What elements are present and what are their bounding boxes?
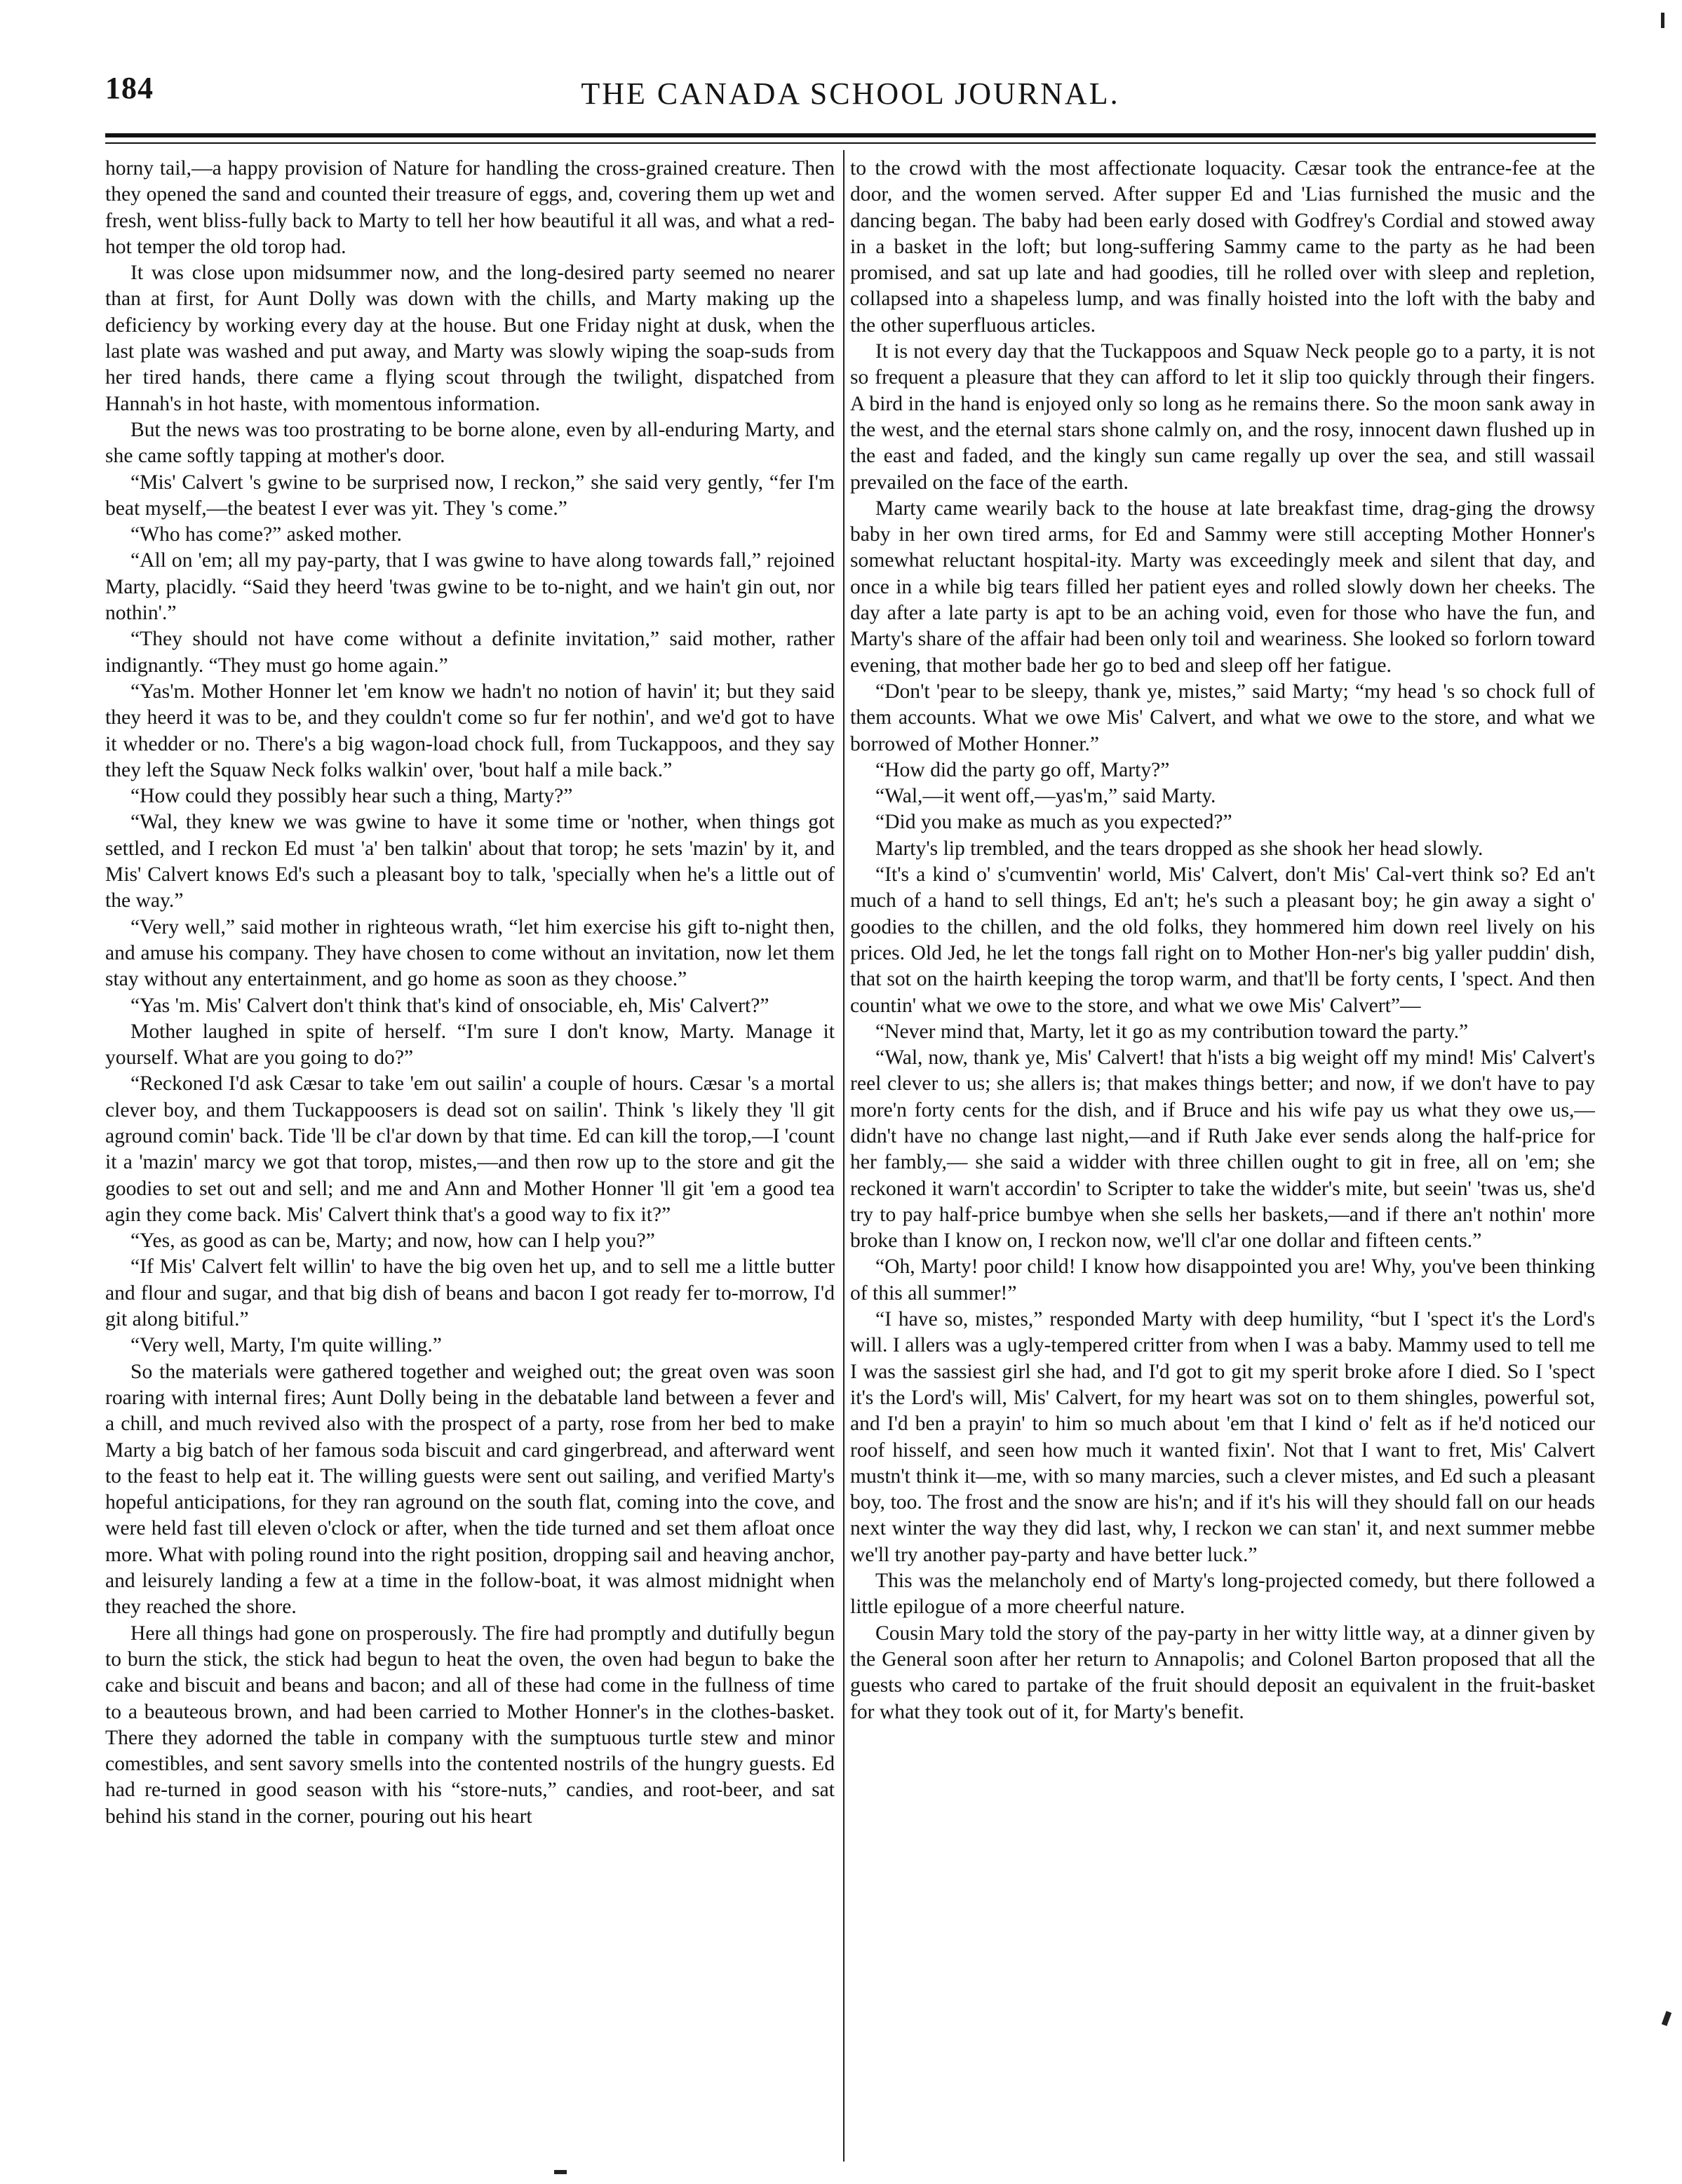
paragraph: “It's a kind o' s'cumventin' world, Mis' Calvert, don't Mis' Cal-vert think so? Ed an't much of a hand to sell things, Ed an't; he's such a pleasant boy; he gin away a sight o' goodies to the chillen, and the old folks, they hommered him down reel lively on his prices. Old Jed, he let the tongs fall right on to Mother Hon-ner's big yaller puddin' dish, that sot on the hairth keeping the torop warm, and that'll be forty cents, I 'spect. And then countin' what we owe to the store, and what we owe Mis' Calvert”—	[850, 863, 1595, 1017]
paragraph: So the materials were gathered together and weighed out; the great oven was soon roaring with internal fires; Aunt Dolly being in the debatable land between a fever and a chill, and much revived also with the prospect of a party, rose from her bed to make Marty a big batch of her famous soda biscuit and card gingerbread, and afterward went to the feast to help eat it. The willing guests were sent out sailing, and verified Marty's hopeful anticipations, for they ran aground on the south flat, coming into the cove, and were held fast till eleven o'clock or after, when the tide turned and set them afloat once more. What with poling round into the right position, dropping sail and heaving anchor, and leisurely landing a few at a time in the follow-boat, it was almost midnight when they reached the shore.	[105, 1360, 835, 1619]
paragraph: “Never mind that, Marty, let it go as my contribution toward the party.”	[875, 1020, 1469, 1043]
paragraph: “Mis' Calvert 's gwine to be surprised now, I reckon,” she said very gently, “fer I'm beat myself,—the beatest I ever was yit. They 's come.”	[105, 471, 835, 520]
paragraph: Mother laughed in spite of herself. “I'm sure I don't know, Marty. Manage it yourself. What are you going to do?”	[105, 1020, 835, 1070]
left-column	[105, 156, 835, 2163]
paragraph: “Very well, Marty, I'm quite willing.”	[130, 1334, 442, 1357]
margin-mark	[554, 2170, 567, 2174]
paragraph: “Wal, they knew we was gwine to have it some time or 'nother, when things got settled, and I reckon Ed must 'a' ben talkin' about that torop; he sets 'mazin' by it, and Mis' Calvert knows Ed's such a pleasant boy to talk, 'specially when he's a little out of the way.”	[105, 811, 835, 912]
paragraph: “They should not have come without a definite invitation,” said mother, rather indignantly. “They must go home again.”	[105, 628, 835, 677]
journal-title: THE CANADA SCHOOL JOURNAL.	[581, 76, 1120, 111]
margin-mark	[1661, 13, 1664, 28]
paragraph: “I have so, mistes,” responded Marty with deep humility, “but I 'spect it's the Lord's will. I allers was a ugly-tempered critter from when I was a baby. Mammy used to tell me I was the sassiest girl she had, and I'd got to git my sperit broke afore I died. So I 'spect it's the Lord's will, Mis' Calvert, for my heart was sot on to them shingles, powerful sot, and I'd ben a prayin' to him so much about 'em that I kind o' felt as if he'd noticed our roof hisself, and seen how much it wanted fixin'. Not that I want to fret, Mis' Calvert mustn't think it—me, with so many marcies, such a clever mistes, and Ed such a pleasant boy, too. The frost and the snow are his'n; and if it's his will they should fall on our heads next winter the way they did last, why, I reckon we can stan' it, and next summer mebbe we'll try another pay-party and have better luck.”	[850, 1308, 1595, 1566]
paragraph: “If Mis' Calvert felt willin' to have the big oven het up, and to sell me a little butter and flour and sugar, and that big dish of beans and bacon I got ready fer to-morrow, I'd git along bitiful.”	[105, 1255, 835, 1331]
paragraph: “Oh, Marty! poor child! I know how disappointed you are! Why, you've been thinking of this all summer!”	[850, 1255, 1595, 1305]
paragraph: “Yas 'm. Mis' Calvert don't think that's kind of onsociable, eh, Mis' Calvert?”	[130, 994, 769, 1017]
paragraph: This was the melancholy end of Marty's long-projected comedy, but there followed a little epilogue of a more cheerful nature.	[850, 1570, 1595, 1619]
paragraph: “How could they possibly hear such a thing, Marty?”	[130, 785, 573, 808]
paragraph: “Who has come?” asked mother.	[130, 523, 403, 546]
paragraph: Cousin Mary told the story of the pay-party in her witty little way, at a dinner given by the General soon after her return to Annapolis; and Colonel Barton proposed that all the guests who cared to partake of the fruit should deposit an equivalent in the fruit-basket for what they took out of it, for Marty's benefit.	[850, 1622, 1595, 1723]
paragraph: “Wal,—it went off,—yas'm,” said Marty.	[875, 785, 1216, 808]
paragraph: But the news was too prostrating to be borne alone, even by all-enduring Marty, and she came softly tapping at mother's door.	[105, 418, 835, 468]
page-header	[105, 65, 1596, 121]
paragraph: “Yes, as good as can be, Marty; and now, how can I help you?”	[130, 1229, 655, 1253]
paragraph: Marty's lip trembled, and the tears dropped as she shook her head slowly.	[875, 837, 1483, 860]
header-rule-thick	[105, 133, 1596, 137]
page-number: 184	[105, 71, 154, 105]
paragraph: “How did the party go off, Marty?”	[875, 758, 1170, 781]
paragraph: It is not every day that the Tuckappoos and Squaw Neck people go to a party, it is not so frequent a pleasure that they can afford to let it slip too quickly through their fingers. A bird in the hand is enjoyed only so long as he remains there. So the moon sank away in the west, and the eternal stars shone calmly on, and the rosy, innocent dawn flushed up in the east and faded, and the kingly sun came regally up over the sea, and still wassail prevailed on the face of the earth.	[850, 340, 1595, 494]
paragraph: Marty came wearily back to the house at late breakfast time, drag-ging the drowsy baby in her own tired arms, for Ed and Sammy were still accepting Mother Honner's somewhat reluctant hospital-ity. Marty was exceedingly meek and silent that day, and once in a while big tears filled her patient eyes and rolled slowly down her cheeks. The day after a late party is apt to be an aching void, even for those who have the fun, and Marty's share of the affair had been only toil and weariness. She looked so forlorn toward evening, that mother bade her go to bed and sleep off her fatigue.	[850, 497, 1595, 677]
paragraph: “All on 'em; all my pay-party, that I was gwine to have along towards fall,” rejoined Marty, placidly. “Said they heerd 'twas gwine to be to-night, and we hain't gin out, nor nothin'.”	[105, 549, 835, 625]
paragraph: “Reckoned I'd ask Cæsar to take 'em out sailin' a couple of hours. Cæsar 's a mortal clever boy, and them Tuckappoosers is dead sot on sailin'. Think 's likely they 'll git aground comin' back. Tide 'll be cl'ar down by that time. Ed can kill the torop,—I 'count it a 'mazin' marcy we got that torop, mistes,—and then row up to the store and git the goodies to set out and sell; and me and Ann and Mother Honner 'll git 'em a good tea agin they come back. Mis' Calvert think that's a good way to fix it?”	[105, 1072, 835, 1226]
paragraph: “Don't 'pear to be sleepy, thank ye, mistes,” said Marty; “my head 's so chock full of them accounts. What we owe Mis' Calvert, and what we owe to the store, and what we borrowed of Mother Honner.”	[850, 680, 1595, 755]
paragraph: “Very well,” said mother in righteous wrath, “let him exercise his gift to-night then, and amuse his company. They have chosen to come without an invitation, now let them stay without any entertainment, and go home as soon as they choose.”	[105, 915, 835, 991]
paragraph: to the crowd with the most affectionate loquacity. Cæsar took the entrance-fee at the door, and the women served. After supper Ed and 'Lias furnished the music and the dancing began. The baby had been early dosed with Godfrey's Cordial and stowed away in a basket in the loft; but long-suffering Sammy came to the party as he had been promised, and sat up late and had goodies, till he rolled over with sleep and repletion, collapsed into a shapeless lump, and was finally hoisted into the loft with the baby and the other superfluous articles.	[850, 157, 1595, 337]
header-rule-thin	[105, 142, 1596, 144]
paragraph: “Wal, now, thank ye, Mis' Calvert! that h'ists a big weight off my mind! Mis' Calvert's reel clever to us; she allers is; that makes things better; and now, if we don't have to pay more'n forty cents for the dish, and if Bruce and his wife pay us what they owe us,—didn't have no change last night,—and if Ruth Jake ever sends along the half-price for her fambly,— she said a widder with three chillen ought to git in free, all on 'em; she reckoned it warn't accordin' to Scripter to take the widder's mite, but seein' 'twas us, she'd try to pay half-price bumbye when she sells her baskets,—and if there an't nothin' more broke than I know on, I reckon now, we'll cl'ar one dollar and fifteen cents.”	[850, 1046, 1595, 1253]
margin-mark	[1662, 2011, 1671, 2026]
paragraph: horny tail,—a happy provision of Nature for handling the cross-grained creature. Then they opened the sand and counted their treasure of eggs, and, covering them up wet and fresh, went bliss-fully back to Marty to tell her how beautiful it all was, and what a red-hot temper the old torop had.	[105, 157, 835, 258]
right-column	[850, 156, 1595, 2163]
paragraph: Here all things had gone on prosperously. The fire had promptly and dutifully begun to burn the stick, the stick had begun to heat the oven, the oven had begun to bake the cake and biscuit and beans and bacon; and all of these had come in the fullness of time to a beauteous brown, and had been carried to Mother Honner's in the clothes-basket. There they adorned the table in company with the sumptuous turtle stew and minor comestibles, and sent savory smells into the contented nostrils of the hungry guests. Ed had re-turned in good season with his “store-nuts,” candies, and root-beer, and sat behind his stand in the corner, pouring out his heart	[105, 1622, 835, 1828]
column-divider	[843, 150, 845, 2162]
paragraph: “Yas'm. Mother Honner let 'em know we hadn't no notion of havin' it; but they said they heerd it was to be, and they couldn't come so fur fer nothin', and we'd got to have it whedder or no. There's a big wagon-load chock full, from Tuckappoos, and they say they left the Squaw Neck folks walkin' over, 'bout half a mile back.”	[105, 680, 835, 781]
paragraph: “Did you make as much as you expected?”	[875, 811, 1232, 834]
paragraph: It was close upon midsummer now, and the long-desired party seemed no nearer than at first, for Aunt Dolly was down with the chills, and Marty making up the deficiency by working every day at the house. But one Friday night at dusk, when the last plate was washed and put away, and Marty was slowly wiping the soap-suds from her tired hands, there came a flying scout through the twilight, dispatched from Hannah's in hot haste, with momentous information.	[105, 262, 835, 415]
